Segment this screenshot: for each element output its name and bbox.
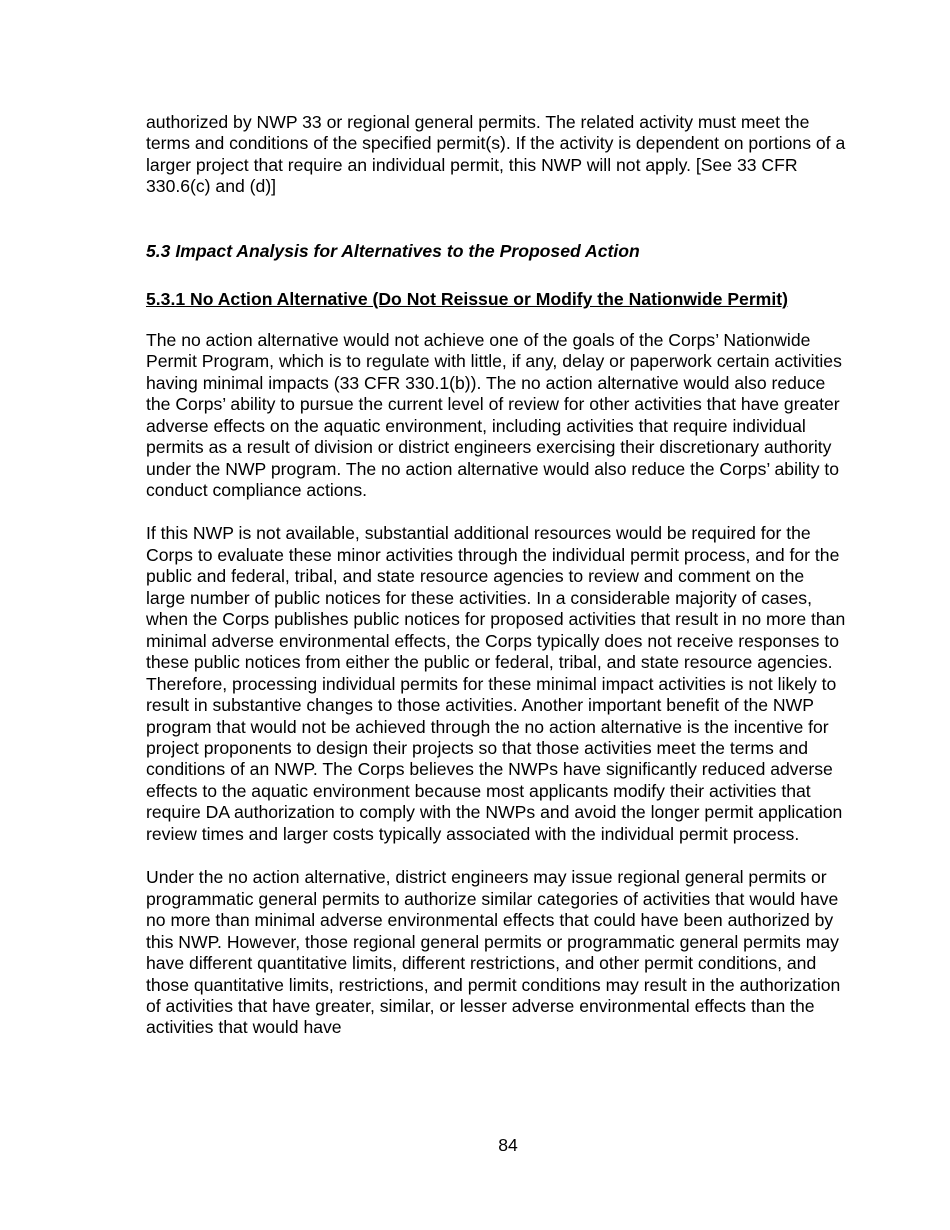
- document-page: [146, 112, 846, 1039]
- paragraph-no-action-goals: The no action alternative would not achieve one of the goals of the Corps’ Nationwide Permit Program, which is to regulate with little, if any, delay or paperwork certain activities having minimal impacts (33 CFR 330.1(b)). The no action alternative would also reduce the Corps’ ability to pursue the current level of review for other activities that have greater adverse effects on the aquatic environment, including activities that require individual permits as a result of division or district engineers exercising their discretionary authority under the NWP program. The no action alternative would also reduce the Corps’ ability to conduct compliance actions.: [146, 329, 842, 500]
- page-number: 84: [498, 1135, 518, 1155]
- section-heading: 5.3 Impact Analysis for Alternatives to the Proposed Action: [146, 240, 640, 261]
- paragraph-no-action-resources: If this NWP is not available, substantial additional resources would be required for the Corps to evaluate these minor activities through the individual permit process, and for the public and federal, tribal, and state resource agencies to review and comment on the large number of public notices for these activities. In a considerable majority of cases, when the Corps publishes public notices for proposed activities that result in no more than minimal adverse environmental effects, the Corps typically does not receive responses to these public notices from either the public or federal, tribal, and state resource agencies. Therefore, processing individual permits for these minimal impact activities is not likely to result in substantive changes to those activities. Another important benefit of the NWP program that would not be achieved through the no action alternative is the incentive for project proponents to design their projects so that those activities meet the terms and conditions of an NWP. The Corps believes the NWPs have significantly reduced adverse effects to the aquatic environment because most applicants modify their activities that require DA authorization to comply with the NWPs and avoid the longer permit application review times and larger costs typically associated with the individual permit process.: [146, 523, 846, 844]
- subsection-heading: 5.3.1 No Action Alternative (Do Not Reissue or Modify the Nationwide Permit): [146, 288, 788, 309]
- paragraph-regional-permits: Under the no action alternative, district engineers may issue regional general permits or programmatic general permits to authorize similar categories of activities that would have no more than minimal adverse environmental effects that could have been authorized by this NWP. However, those regional general permits or programmatic general permits may have different quantitative limits, different restrictions, and other permit conditions, and those quantitative limits, restrictions, and permit conditions may result in the authorization of activities that have greater, similar, or lesser adverse environmental effects than the activities that would have: [146, 867, 841, 1038]
- intro-paragraph: authorized by NWP 33 or regional general permits. The related activity must meet the terms and conditions of the specified permit(s). If the activity is dependent on portions of a larger project that require an individual permit, this NWP will not apply. [See 33 CFR 330.6(c) and (d)]: [146, 112, 846, 197]
